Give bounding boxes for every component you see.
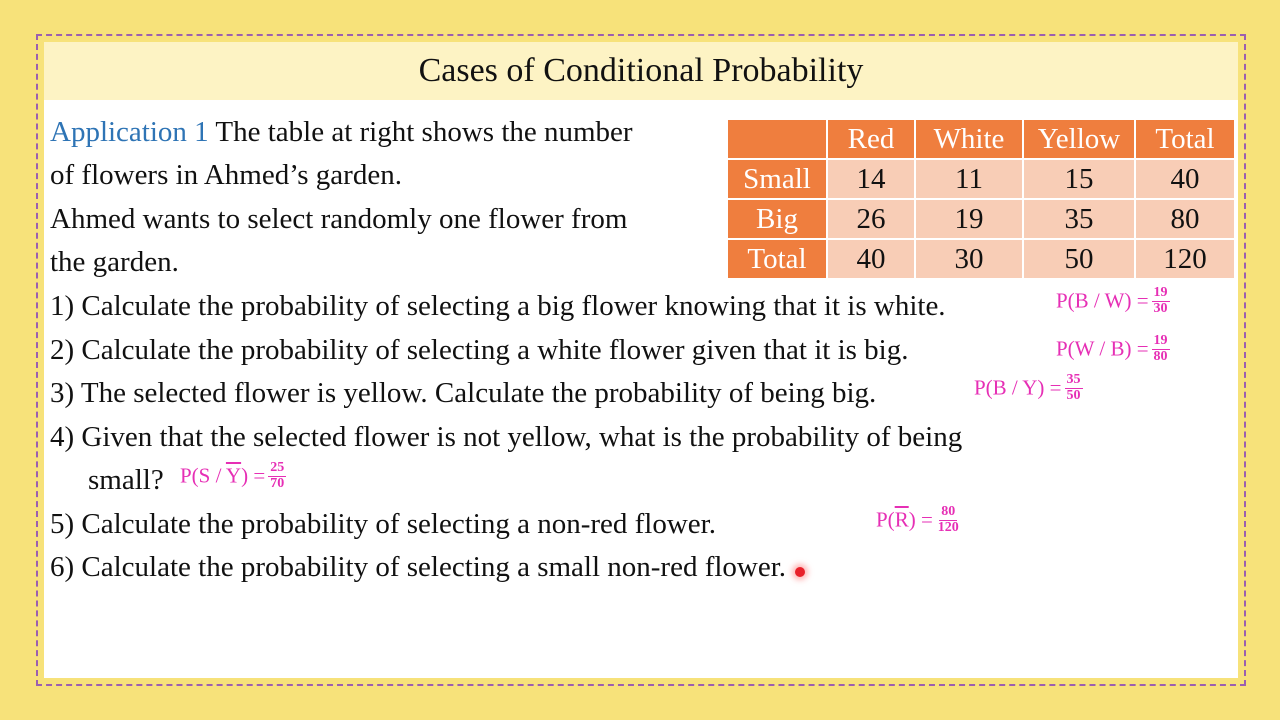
table-cell: 26 bbox=[827, 199, 915, 239]
table-row-label: Small bbox=[727, 159, 827, 199]
table-cell: 35 bbox=[1023, 199, 1135, 239]
slide bbox=[44, 42, 1238, 678]
table-header-cell bbox=[727, 119, 827, 159]
table-cell: 40 bbox=[1135, 159, 1235, 199]
table-row-label: Total bbox=[727, 239, 827, 279]
answer-1: P(B / W) = $\frac{19}{30}$ bbox=[1056, 285, 1168, 316]
table-header-cell: Total bbox=[1135, 119, 1235, 159]
question-4-line-1: 4) Given that the selected flower is not yellow, what is the probability of being bbox=[50, 421, 963, 453]
table-row bbox=[727, 159, 1235, 199]
intro-line-4: the garden. bbox=[50, 246, 179, 278]
table-cell: 40 bbox=[827, 239, 915, 279]
intro-line-3: Ahmed wants to select randomly one flower from bbox=[50, 203, 628, 235]
intro-line-2: of flowers in Ahmed’s garden. bbox=[50, 159, 402, 191]
intro-line-1: Application 1 The table at right shows the number bbox=[50, 116, 633, 148]
table-header-row bbox=[727, 119, 1235, 159]
page-title: Cases of Conditional Probability bbox=[44, 42, 1238, 100]
question-1: 1) Calculate the probability of selecting a big flower knowing that it is white. bbox=[50, 290, 946, 322]
question-5: 5) Calculate the probability of selecting a non-red flower. bbox=[50, 508, 716, 540]
question-6: 6) Calculate the probability of selecting a small non-red flower. bbox=[50, 551, 787, 583]
table-row bbox=[727, 239, 1235, 279]
table-cell: 11 bbox=[915, 159, 1023, 199]
answer-3: P(B / Y) = $\frac{35}{50}$ bbox=[974, 372, 1081, 403]
table-cell: 15 bbox=[1023, 159, 1135, 199]
table-cell: 50 bbox=[1023, 239, 1135, 279]
table-header-cell: Red bbox=[827, 119, 915, 159]
answer-5: $P(\overline{R})$ = $\frac{80}{120}$ bbox=[876, 504, 959, 535]
table-cell: 80 bbox=[1135, 199, 1235, 239]
answer-4: $P(S / \overline{Y})$ = $\frac{25}{70}$ bbox=[180, 460, 285, 491]
table-cell: 30 bbox=[915, 239, 1023, 279]
table-cell: 14 bbox=[827, 159, 915, 199]
table-header-cell: White bbox=[915, 119, 1023, 159]
answer-2: P(W / B) = $\frac{19}{80}$ bbox=[1056, 333, 1168, 364]
flower-table bbox=[726, 118, 1236, 280]
laser-pointer-icon bbox=[795, 567, 805, 577]
question-3: 3) The selected flower is yellow. Calculate the probability of being big. bbox=[50, 377, 877, 409]
table-cell: 19 bbox=[915, 199, 1023, 239]
table-row bbox=[727, 199, 1235, 239]
table-header-cell: Yellow bbox=[1023, 119, 1135, 159]
table-cell: 120 bbox=[1135, 239, 1235, 279]
question-4-line-2: small? bbox=[88, 464, 164, 496]
question-2: 2) Calculate the probability of selecting a white flower given that it is big. bbox=[50, 334, 909, 366]
application-label: Application 1 bbox=[50, 116, 209, 148]
table-row-label: Big bbox=[727, 199, 827, 239]
